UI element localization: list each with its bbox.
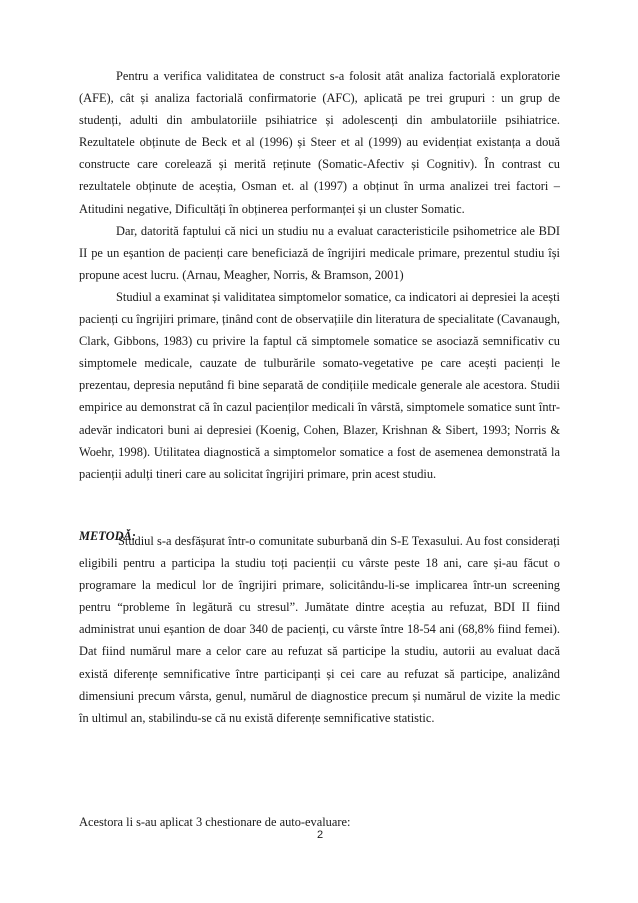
intro-text-block [79,65,560,485]
closing-line: Acestora li s-au aplicat 3 chestionare de auto-evaluare: [79,815,351,829]
method-text-block [79,530,560,729]
paragraph-method: Studiul s-a desfășurat într-o comunitate suburbană din S-E Texasului. Au fost considerați eligibili pentru a participa la studiu toți pacienții cu vârste peste 18 ani, care și-au făcut o programare la medicul lor de îngrijiri primare, solicitându-li-se implicarea într-un screening pentru “probleme în legătură cu stresul”. Jumătate dintre aceștia au refuzat, BDI II fiind administrat unui eșantion de doar 340 de pacienți, cu vârste între 18-54 ani (68,8% fiind femei). Dat fiind numărul mare a celor care au refuzat să participe la studiu, autorii au evaluat dacă există diferențe semnificative între participanți și cei care au refuzat să participe, analizând dimensiuni precum vârsta, genul, numărul de diagnostice precum și numărul de vizite la medic în ultimul an, stabilindu-se că nu există diferențe semnificative statistic. [79,534,560,725]
paragraph-somatic-symptoms: Studiul a examinat și validitatea simptomelor somatice, ca indicatori ai depresiei la acești pacienți cu îngrijiri primare, ținând cont de observațiile din literatura de specialitate (Cavanaugh, Clark, Gibbons, 1983) cu privire la faptul că simptomele somatice se asociază semnificativ cu simptomele medicale, cauzate de tulburările somato-vegetative pe care acești pacienți le prezentau, depresia neputând fi bine separată de condițiile medicale generale ale acestora. Studii empirice au demonstrat că în cazul pacienților medicali în vârstă, simptomele somatice sunt într-adevăr indicatori buni ai depresiei (Koenig, Cohen, Blazer, Krishnan & Sibert, 1993; Norris & Woehr, 1998). Utilitatea diagnostică a simptomelor somatice a fost de asemenea demonstrată la pacienții adulți tineri care au solicitat îngrijiri primare, prin acest studiu. [79,289,560,481]
section-heading-method: METODĂ: [79,529,136,543]
page-number: 2 [316,829,324,841]
paragraph-validity: Pentru a verifica validitatea de construct s-a folosit atât analiza factorială exploratorie (AFE), cât și analiza factorială confirmatorie (AFC), aplicată pe trei grupuri : un grup de studenți, adulti din ambulatoriile psihiatrice și adolescenți din ambulatoriile psihiatrice. Rezultatele obținute de Beck et al (1996) și Steer et al (1999) au evidențiat existanța a două constructe care corelează și merită reținute (Somatic-Afectiv și Cognitiv). În contrast cu rezultatele obținute de aceștia, Osman et. al (1997) a obținut în urma analizei trei factori – Atitudini negative, Dificultăți în obținerea performanței și un cluster Somatic. [79,69,560,216]
paragraph-bdi-primary-care: Dar, datorită faptului că nici un studiu nu a evaluat caracteristicile psihometrice ale BDI II pe un eșantion de pacienți care beneficiază de îngrijiri medicale primare, prezentul studiu își propune acest lucru. (Arnau, Meagher, Norris, & Bramson, 2001) [79,223,560,282]
